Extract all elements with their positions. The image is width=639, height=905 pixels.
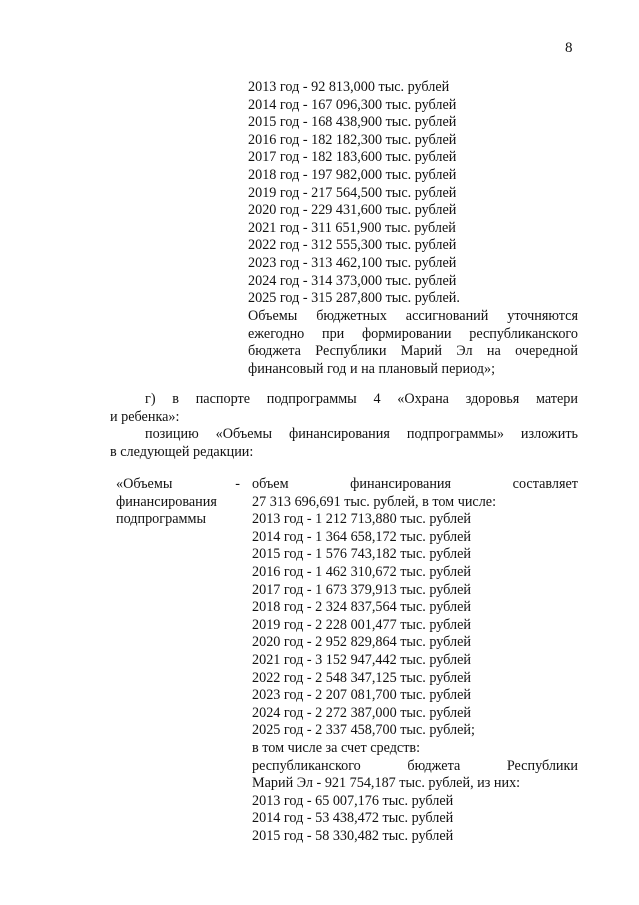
financing-intro: объем финансирования составляет xyxy=(252,476,578,492)
list-item: 2013 год - 92 813,000 тыс. рублей xyxy=(248,79,450,95)
sources-line: Марий Эл - 921 754,187 тыс. рублей, из них: xyxy=(252,775,521,792)
list-item: 2018 год - 2 324 837,564 тыс. рублей xyxy=(252,599,472,616)
financing-label-line: подпрограммы xyxy=(116,511,206,528)
list-item: 2014 год - 167 096,300 тыс. рублей xyxy=(248,96,457,113)
budget-note xyxy=(248,308,578,378)
budget-note-line: финансовый год и на плановый период»; xyxy=(248,360,496,377)
sources-heading: в том числе за счет средств: xyxy=(252,739,421,756)
list-item: 2013 год - 65 007,176 тыс. рублей xyxy=(252,792,454,809)
list-item: 2015 год - 1 576 743,182 тыс. рублей xyxy=(252,546,472,563)
list-item: 2013 год - 1 212 713,880 тыс. рублей xyxy=(252,511,472,528)
page-number: 8 xyxy=(565,40,573,56)
list-item: 2016 год - 1 462 310,672 тыс. рублей xyxy=(252,563,472,580)
list-item: 2016 год - 182 182,300 тыс. рублей xyxy=(248,131,457,148)
list-item: 2022 год - 312 555,300 тыс. рублей xyxy=(248,237,457,254)
list-item: 2020 год - 229 431,600 тыс. рублей xyxy=(248,202,457,219)
list-item: 2023 год - 2 207 081,700 тыс. рублей xyxy=(252,687,472,704)
list-item: 2025 год - 2 337 458,700 тыс. рублей; xyxy=(252,722,475,739)
list-item: 2019 год - 2 228 001,477 тыс. рублей xyxy=(252,616,472,633)
list-item: 2025 год - 315 287,800 тыс. рублей. xyxy=(248,290,460,307)
list-item: 2017 год - 182 183,600 тыс. рублей xyxy=(248,149,457,166)
budget-note-line: бюджета Республики Марий Эл на очередной xyxy=(248,343,578,360)
list-item: 2021 год - 3 152 947,442 тыс. рублей xyxy=(252,651,472,668)
financing-label-line: финансирования xyxy=(116,493,217,510)
paragraph-g xyxy=(110,391,578,426)
paragraph-g-line: и ребенка»: xyxy=(110,408,180,425)
list-item: 2022 год - 2 548 347,125 тыс. рублей xyxy=(252,669,472,686)
list-item: 2024 год - 314 373,000 тыс. рублей xyxy=(248,272,457,289)
paragraph-position-line: позицию «Объемы финансирования подпрограммы» изложить xyxy=(145,426,578,442)
paragraph-position xyxy=(110,426,578,461)
paragraph-g-line: г) в паспорте подпрограммы 4 «Охрана здоровья матери xyxy=(145,391,578,407)
list-item: 2018 год - 197 982,000 тыс. рублей xyxy=(248,166,457,183)
list-item: 2024 год - 2 272 387,000 тыс. рублей xyxy=(252,704,472,721)
list-item: 2017 год - 1 673 379,913 тыс. рублей xyxy=(252,581,472,598)
financing-label-line: «Объемы - xyxy=(116,476,240,492)
paragraph-position-line: в следующей редакции: xyxy=(110,443,254,460)
budget-note-line: ежегодно при формировании республиканского xyxy=(248,325,578,342)
list-item: 2014 год - 1 364 658,172 тыс. рублей xyxy=(252,528,472,545)
financing-total: 27 313 696,691 тыс. рублей, в том числе: xyxy=(252,493,497,510)
list-item: 2023 год - 313 462,100 тыс. рублей xyxy=(248,254,457,271)
list-item: 2020 год - 2 952 829,864 тыс. рублей xyxy=(252,634,472,651)
financing-details xyxy=(252,476,578,845)
list-item: 2014 год - 53 438,472 тыс. рублей xyxy=(252,810,454,827)
list-item: 2019 год - 217 564,500 тыс. рублей xyxy=(248,184,457,201)
top-years-list xyxy=(248,79,578,308)
financing-label xyxy=(116,476,240,529)
list-item: 2015 год - 168 438,900 тыс. рублей xyxy=(248,114,457,131)
list-item: 2015 год - 58 330,482 тыс. рублей xyxy=(252,827,454,844)
budget-note-line: Объемы бюджетных ассигнований уточняются xyxy=(248,308,578,324)
sources-line: республиканского бюджета Республики xyxy=(252,757,578,774)
list-item: 2021 год - 311 651,900 тыс. рублей xyxy=(248,219,456,236)
